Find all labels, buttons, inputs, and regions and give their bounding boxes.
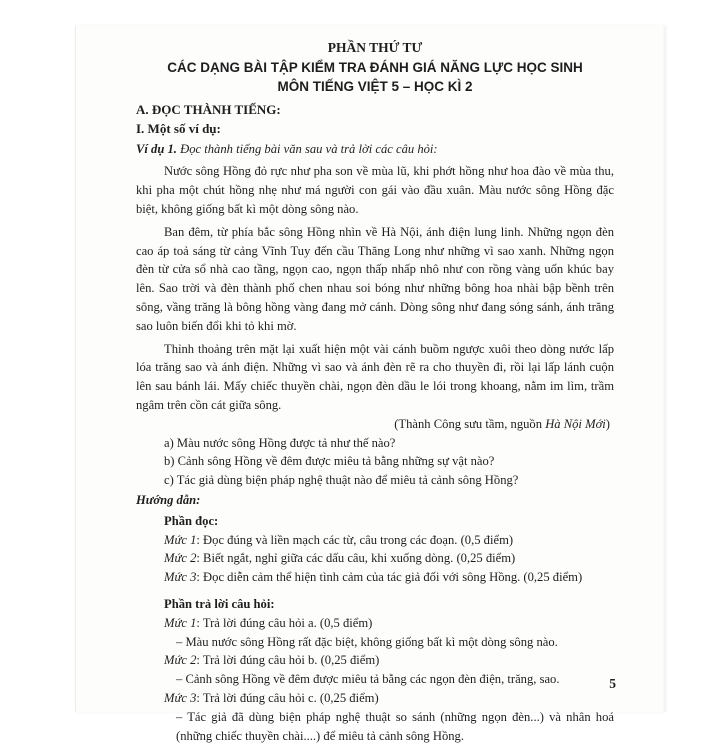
reading-level-2-label: Mức 2 [164,551,197,566]
answer-level-2 [136,651,614,670]
section-1-heading: I. Một số ví dụ: [136,120,221,136]
source-suffix: ) [605,416,610,431]
reading-level-3-label: Mức 3 [164,570,197,585]
answer-level-3-text: : Trả lời đúng câu hỏi c. (0,25 điểm) [196,690,379,705]
guide-heading-text: Hướng dẫn [136,492,197,507]
part-heading: PHẦN THỨ TƯ [327,40,423,55]
question-c: c) Tác giả dùng biện pháp nghệ thuật nào để miêu tả cảnh sông Hồng? [164,473,519,488]
answer-level-1 [136,614,614,633]
source-prefix: (Thành Công sưu tầm, nguồn [394,416,546,431]
reading-title: Phần đọc [164,513,215,528]
answer-title: Phần trả lời câu hỏi [164,596,271,611]
passage-source [136,415,614,434]
reading-level-3 [136,568,614,587]
reading-colon: : [214,513,219,528]
example-instruction [136,140,614,159]
reading-level-1-text: : Đọc đúng và liền mạch các từ, câu trong các đoạn. (0,5 điểm) [196,532,514,547]
answer-level-1-label: Mức 1 [164,615,197,630]
page-number: 5 [609,676,616,691]
answer-colon: : [270,596,275,611]
reading-level-2-text: : Biết ngắt, nghỉ giữa các dấu câu, khi xuống dòng. (0,25 điểm) [196,551,516,566]
book-page [76,26,666,743]
example-instruction-text: Đọc thành tiếng bài văn sau và trả lời các câu hỏi: [176,141,438,156]
answer-subheading [136,595,614,614]
answer-level-3-label: Mức 3 [164,690,197,705]
reading-level-3-text: : Đọc diễn cảm thể hiện tình cảm của tác giả đối với sông Hồng. (0,25 điểm) [196,570,583,585]
reading-level-1-label: Mức 1 [164,532,197,547]
answer-level-2-text: : Trả lời đúng câu hỏi b. (0,25 điểm) [196,653,380,668]
reading-level-1 [136,531,614,550]
reading-level-2 [136,549,614,568]
page-content [136,38,614,745]
title-line-2: MÔN TIẾNG VIỆT 5 – HỌC KÌ 2 [277,79,473,94]
title-line-1: CÁC DẠNG BÀI TẬP KIỂM TRA ĐÁNH GIÁ NĂNG LỰC HỌC SINH [167,60,583,75]
passage-paragraph-2: Ban đêm, từ phía bắc sông Hồng nhìn về Hà Nội, ánh điện lung linh. Những ngọn đèn cao áp toả sáng từ cảng Vĩnh Tuy đến cầu Thăng Long như những vì sao xanh. Những ngọn đèn từ cửa sổ nhà cao tầng, ngọn cao, ngọn thấp nhấp nhô như con rồng vàng uốn khúc bay lên. Sao trời và đèn thành phố chen nhau soi bóng như những bông hoa nhài bập bềnh trên sông, vầng trăng là bông hồng vàng đang mở cánh. Dòng sông như đang sóng sánh, ánh trăng sao luôn biến đổi khi tỏ khi mờ. [136,224,614,333]
guide-heading [136,491,614,510]
answer-2-detail: – Cảnh sông Hồng về đêm được miêu tả bằng các ngọn đèn điện, trăng, sao. [176,672,560,687]
question-b: b) Cảnh sông Hồng về đêm được miêu tả bằng những sự vật nào? [164,454,495,469]
answer-level-2-label: Mức 2 [164,653,197,668]
answer-level-3 [136,689,614,708]
page-edge-shadow [662,26,666,712]
question-a: a) Màu nước sông Hồng được tả như thế nào? [164,435,396,450]
reading-subheading [136,512,614,531]
passage-paragraph-3: Thỉnh thoảng trên mặt lại xuất hiện một vài cánh buồm ngược xuôi theo dòng nước lấp lóa trăng sao và ánh điện. Những vì sao và ánh đèn rẽ ra cho thuyền đi, rồi lại lấp lánh cuộn lên sau bánh lái. Mấy chiếc thuyền chài, ngọn đèn dầu le lói trong khoang, nằm im lìm, trầm ngâm trên cồn cát giữa sông. [136,341,614,412]
passage-paragraph-1: Nước sông Hồng đỏ rực như pha son về mùa lũ, khi phớt hồng như hoa đào về mùa thu, khi pha một chút hồng nhẹ như má người con gái vào đầu xuân. Màu nước sông Hồng đặc biệt, không giống bất kì một dòng sông nào. [136,164,614,216]
section-a-heading: A. ĐỌC THÀNH TIẾNG: [136,102,281,117]
guide-heading-colon: : [196,492,201,507]
answer-3-detail: – Tác giả đã dùng biện pháp nghệ thuật so sánh (những ngọn đèn...) và nhân hoá (những chiếc thuyền chài....) để miêu tả cảnh sông Hồng. [176,709,614,743]
source-title: Hà Nội Mới [545,416,606,431]
example-label: Ví dụ 1. [136,141,177,156]
answer-1-detail: – Màu nước sông Hồng rất đặc biệt, không giống bất kì một dòng sông nào. [176,634,558,649]
answer-level-1-text: : Trả lời đúng câu hỏi a. (0,5 điểm) [196,615,373,630]
